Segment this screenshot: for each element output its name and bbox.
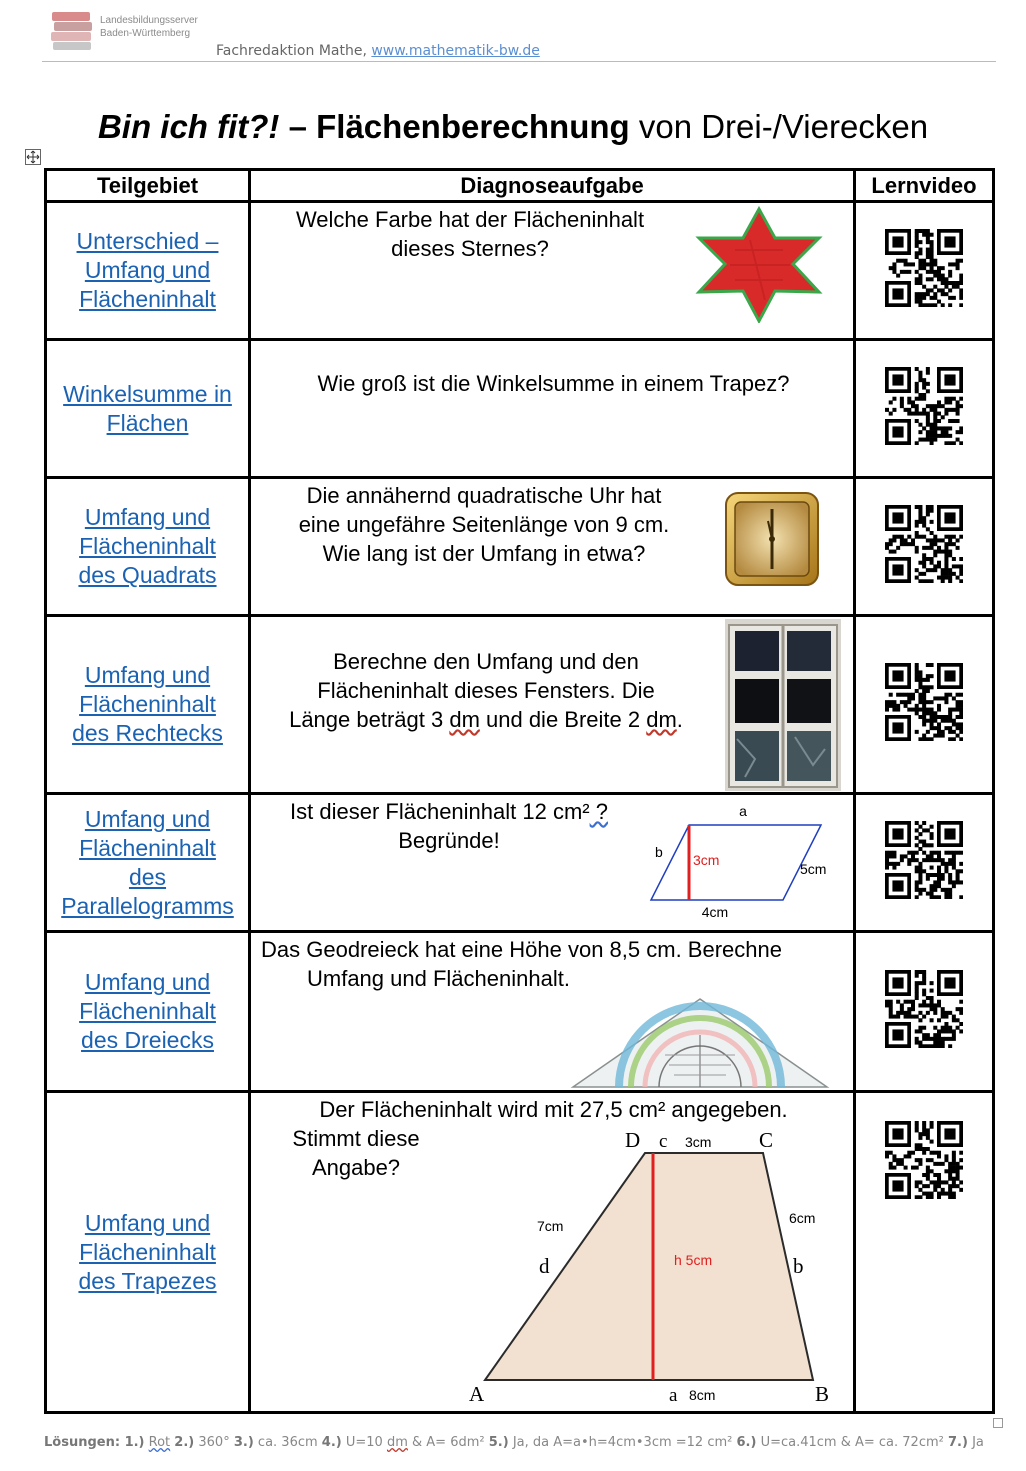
trap-label-d: d [539,1254,550,1278]
parallelogram-figure [643,801,843,925]
task-text-line: Welche Farbe hat der Flächeninhalt [295,207,645,232]
qr-cell [855,932,994,1092]
trap-label-B: B [815,1382,830,1406]
trap-label-c-len: 3cm [685,1134,712,1150]
qr-code-icon[interactable] [885,505,963,583]
qr-code-icon[interactable] [885,367,963,445]
fach-prefix: Fachredaktion Mathe, [216,43,372,59]
qr-cell [855,794,994,932]
task-cell [250,794,855,932]
books-logo-icon [50,10,94,52]
page-title [0,108,1026,146]
task-text-line: eine ungefähre Seitenlänge von 9 cm. [298,512,670,537]
task-text-line: Wie lang ist der Umfang in etwa? [322,541,646,566]
topic-link-4[interactable]: Umfang und Flächeninhalt des Rechtecks [72,662,223,746]
task-text-line: Länge beträgt 3 dm und die Breite 2 dm. [289,707,683,732]
trapezoid-figure [461,1125,841,1410]
window-photo-icon [725,619,841,791]
table-row [46,932,994,1092]
task-text-line: Das Geodreieck hat eine Höhe von 8,5 cm. Berechne [261,937,782,962]
qr-code-icon[interactable] [885,821,963,899]
qr-cell [855,202,994,340]
table-row [46,794,994,932]
table-row [46,340,994,478]
qr-code-icon[interactable] [885,1121,963,1199]
qr-cell [855,340,994,478]
task-text-line: Ist dieser Flächeninhalt 12 cm² ? [290,799,608,824]
task-cell [250,932,855,1092]
fach-link[interactable]: www.mathematik-bw.de [371,43,540,59]
org-name [100,14,198,40]
square-clock-icon [724,491,820,587]
task-text-line: Der Flächeninhalt wird mit 27,5 cm² angegeben. [319,1097,788,1122]
solutions-line: Lösungen: 1.) Rot 2.) 360° 3.) ca. 36cm 4.) U=10 dm & A= 6dm² 5.) Ja, da A=a•h=4cm•3cm =12 cm² 6.) U=ca.41cm & A= ca. 72cm² 7.) Ja [44,1435,984,1450]
task-cell [250,202,855,340]
fachredaktion-line [216,43,540,59]
trap-label-A: A [469,1382,485,1406]
trap-label-b: b [793,1254,804,1278]
trap-label-b-len: 6cm [789,1210,816,1226]
table-move-handle-icon[interactable] [25,149,41,165]
task-text-line: Flächeninhalt dieses Fensters. Die [317,678,655,703]
qr-code-icon[interactable] [885,663,963,741]
trap-label-D: D [625,1128,641,1152]
org-line-2: Baden-Württemberg [100,28,191,39]
topic-link-3[interactable]: Umfang und Flächeninhalt des Quadrats [78,504,217,588]
topic-link-6[interactable]: Umfang und Flächeninhalt des Dreiecks [79,969,216,1053]
task-text-line: Stimmt diese [292,1126,420,1151]
task-text-line: Berechne den Umfang und den [333,649,639,674]
fig-label-a: a [739,803,747,819]
table-row [46,1092,994,1413]
header-divider [42,61,996,62]
task-text-line: dieses Sternes? [391,236,549,261]
fig-label-base: 4cm [701,904,729,920]
task-cell [250,1092,855,1413]
trap-label-a-len: 8cm [689,1387,716,1403]
topic-link-7[interactable]: Umfang und Flächeninhalt des Trapezes [78,1209,217,1294]
title-part-2: – [279,108,317,145]
table-resize-handle[interactable] [993,1418,1003,1428]
diagnosis-table [44,168,995,1414]
qr-cell [855,616,994,794]
table-header-row [46,170,994,202]
table-row [46,202,994,340]
title-part-4: von Drei-/Vierecken [629,108,929,145]
page-header [0,0,1026,70]
header-diagnoseaufgabe: Diagnoseaufgabe [250,170,855,202]
task-text-line: Begründe! [398,828,500,853]
topic-cell [46,616,250,794]
table-row [46,616,994,794]
topic-link-1[interactable]: Unterschied – Umfang und Flächeninhalt [76,228,219,312]
task-cell [250,478,855,616]
star-icon [695,205,823,323]
title-part-3: Flächenberechnung [316,108,630,145]
task-text-line: Umfang und Flächeninhalt. [307,966,570,991]
table-row [46,478,994,616]
topic-cell [46,932,250,1092]
topic-cell [46,478,250,616]
trap-label-d-len: 7cm [537,1218,564,1234]
qr-cell [855,1092,994,1413]
qr-code-icon[interactable] [885,229,963,307]
topic-cell [46,1092,250,1413]
title-part-1: Bin ich fit?! [97,108,280,145]
task-text-line: Wie groß ist die Winkelsumme in einem Trapez? [317,371,790,396]
solutions-label: Lösungen [44,1435,115,1450]
fig-label-height: 3cm [693,852,720,868]
trap-label-c: c [659,1131,668,1152]
trap-label-C: C [759,1128,774,1152]
trap-label-a: a [669,1385,678,1406]
task-cell [250,616,855,794]
org-line-1: Landesbildungsserver [100,15,198,26]
fig-label-b: b [655,844,663,860]
topic-cell [46,340,250,478]
fig-label-side: 5cm [800,861,827,877]
header-teilgebiet: Teilgebiet [46,170,250,202]
topic-link-2[interactable]: Winkelsumme in Flächen [63,380,232,436]
task-text-line: Angabe? [311,1155,401,1180]
qr-code-icon[interactable] [885,970,963,1048]
topic-cell [46,794,250,932]
qr-cell [855,478,994,616]
trap-label-height: h 5cm [674,1252,713,1268]
geodreieck-icon [569,995,831,1089]
topic-link-5[interactable]: Umfang und Flächeninhalt des Parallelogramms [61,805,234,919]
task-text-line: Die annähernd quadratische Uhr hat [306,483,662,508]
task-cell [250,340,855,478]
header-lernvideo: Lernvideo [855,170,994,202]
topic-cell [46,202,250,340]
